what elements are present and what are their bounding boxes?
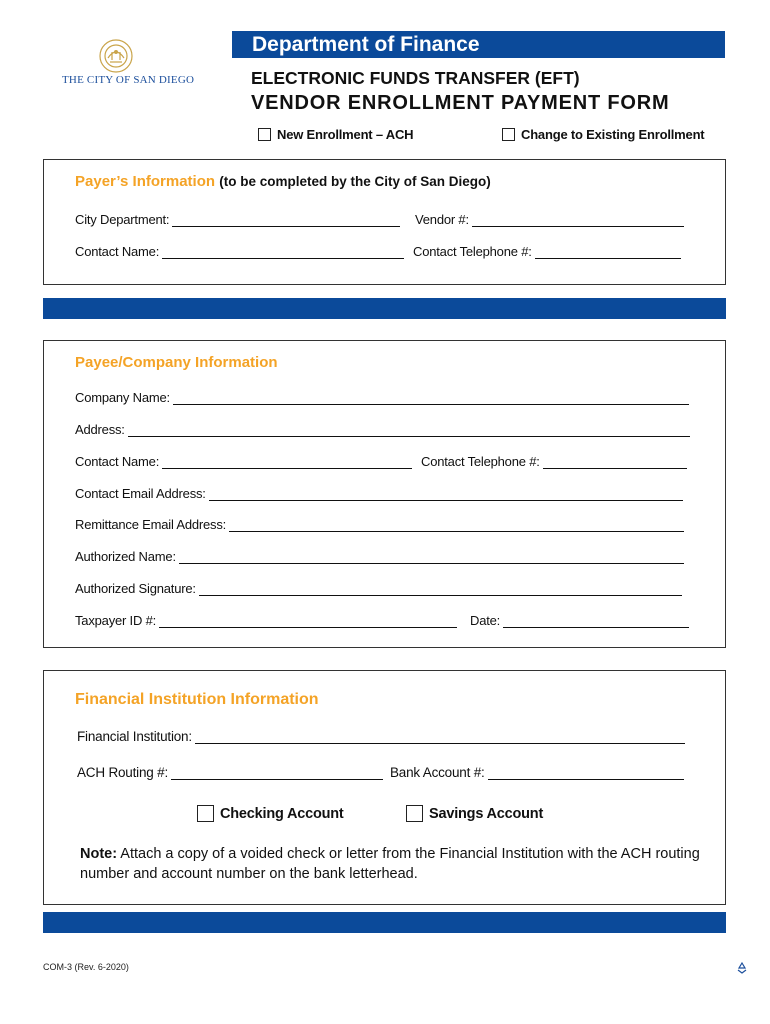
payee-contact-name-input[interactable] <box>162 454 412 469</box>
authorized-name-field[interactable] <box>75 547 684 564</box>
new-enrollment-label: New Enrollment – ACH <box>277 127 414 142</box>
city-department-input[interactable] <box>172 212 400 227</box>
note-text: Attach a copy of a voided check or letter from the Financial Institution with the ACH routing number and account number on the bank letterhead. <box>80 846 700 882</box>
bank-note <box>80 844 710 884</box>
note-label: Note: <box>80 846 118 862</box>
taxpayer-id-label: Taxpayer ID #: <box>75 613 157 628</box>
authorized-signature-input[interactable] <box>199 581 682 596</box>
payer-contact-name-field[interactable] <box>75 242 404 259</box>
payer-subtitle: (to be completed by the City of San Diego) <box>219 174 491 189</box>
company-name-input[interactable] <box>173 390 689 405</box>
address-input[interactable] <box>128 422 690 437</box>
savings-account-option[interactable] <box>406 805 543 822</box>
recycle-icon <box>735 961 749 975</box>
payee-contact-phone-label: Contact Telephone #: <box>421 454 540 469</box>
city-department-label: City Department: <box>75 212 170 227</box>
authorized-signature-label: Authorized Signature: <box>75 581 196 596</box>
contact-email-input[interactable] <box>209 486 683 501</box>
savings-account-checkbox[interactable] <box>406 805 423 822</box>
remittance-email-input[interactable] <box>229 517 684 532</box>
payee-contact-name-label: Contact Name: <box>75 454 160 469</box>
form-title: VENDOR ENROLLMENT PAYMENT FORM <box>251 92 670 114</box>
divider-bar-2 <box>43 912 726 933</box>
vendor-number-input[interactable] <box>472 212 684 227</box>
ach-routing-field[interactable] <box>77 763 383 780</box>
financial-section-title: Financial Institution Information <box>75 691 319 708</box>
payee-section-title: Payee/Company Information <box>75 354 278 371</box>
payer-section-title <box>75 173 491 190</box>
bank-account-label: Bank Account #: <box>390 765 485 780</box>
remittance-email-field[interactable] <box>75 515 684 532</box>
ach-routing-input[interactable] <box>171 765 383 780</box>
date-field[interactable] <box>470 611 689 628</box>
payer-contact-phone-input[interactable] <box>535 244 681 259</box>
city-logo <box>62 38 195 90</box>
contact-email-field[interactable] <box>75 484 683 501</box>
eft-heading: ELECTRONIC FUNDS TRANSFER (EFT) <box>251 68 580 88</box>
checking-account-option[interactable] <box>197 805 344 822</box>
payee-contact-phone-input[interactable] <box>543 454 687 469</box>
remittance-email-label: Remittance Email Address: <box>75 517 227 532</box>
vendor-number-label: Vendor #: <box>415 212 469 227</box>
date-label: Date: <box>470 613 501 628</box>
company-name-label: Company Name: <box>75 390 170 405</box>
payee-contact-name-field[interactable] <box>75 452 412 469</box>
financial-institution-label: Financial Institution: <box>77 729 192 744</box>
authorized-signature-field[interactable] <box>75 579 682 596</box>
change-enrollment-checkbox[interactable] <box>502 128 515 141</box>
savings-account-label: Savings Account <box>429 805 544 822</box>
department-title: Department of Finance <box>252 33 480 56</box>
date-input[interactable] <box>503 613 689 628</box>
new-enrollment-checkbox[interactable] <box>258 128 271 141</box>
authorized-name-label: Authorized Name: <box>75 549 176 564</box>
taxpayer-id-field[interactable] <box>75 611 457 628</box>
company-name-field[interactable] <box>75 388 689 405</box>
contact-email-label: Contact Email Address: <box>75 486 206 501</box>
payee-contact-phone-field[interactable] <box>421 452 687 469</box>
checking-account-checkbox[interactable] <box>197 805 214 822</box>
taxpayer-id-input[interactable] <box>159 613 457 628</box>
new-enrollment-option[interactable] <box>258 127 413 142</box>
address-label: Address: <box>75 422 125 437</box>
form-code: COM-3 (Rev. 6-2020) <box>43 962 129 972</box>
city-department-field[interactable] <box>75 210 400 227</box>
financial-institution-field[interactable] <box>77 727 685 744</box>
payer-contact-phone-field[interactable] <box>413 242 681 259</box>
bank-account-input[interactable] <box>488 765 684 780</box>
address-field[interactable] <box>75 420 690 437</box>
payer-contact-phone-label: Contact Telephone #: <box>413 244 532 259</box>
department-banner <box>232 31 725 58</box>
change-enrollment-label: Change to Existing Enrollment <box>521 127 705 142</box>
financial-institution-input[interactable] <box>195 729 685 744</box>
divider-bar-1 <box>43 298 726 319</box>
logo-text: THE CITY OF SAN DIEGO <box>62 74 195 86</box>
checking-account-label: Checking Account <box>220 805 344 822</box>
payer-contact-name-input[interactable] <box>162 244 404 259</box>
payer-contact-name-label: Contact Name: <box>75 244 160 259</box>
vendor-number-field[interactable] <box>415 210 684 227</box>
ach-routing-label: ACH Routing #: <box>77 765 168 780</box>
bank-account-field[interactable] <box>390 763 684 780</box>
authorized-name-input[interactable] <box>179 549 684 564</box>
city-seal-icon <box>90 38 142 74</box>
payer-title-text: Payer’s Information <box>75 173 216 190</box>
change-enrollment-option[interactable] <box>502 127 704 142</box>
